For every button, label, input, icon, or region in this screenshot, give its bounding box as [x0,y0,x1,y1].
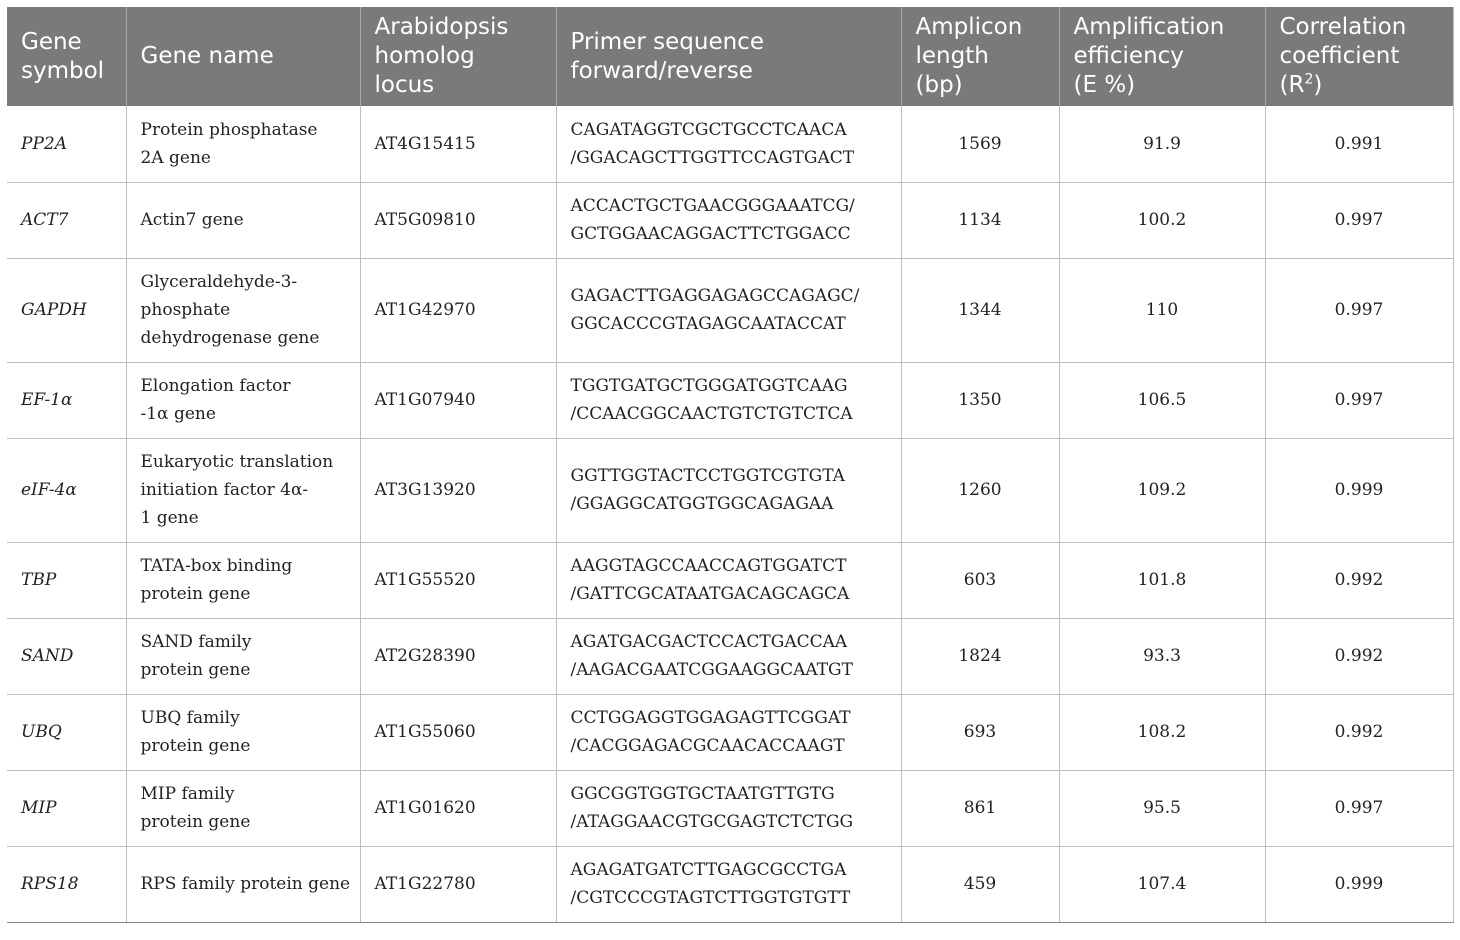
primer-cell: GAGACTTGAGGAGAGCCAGAGC/ GGCACCCGTAGAGCAATACCAT [556,258,901,362]
primer-cell: TGGTGATGCTGGGATGGTCAAG /CCAACGGCAACTGTCTGTCTCA [556,362,901,438]
efficiency-cell: 107.4 [1059,846,1265,922]
gene-name-cell: Glyceraldehyde-3- phosphate dehydrogenase gene [126,258,360,362]
amplicon-length-cell: 459 [901,846,1059,922]
header-gene-symbol: Gene symbol [7,7,126,106]
r2-cell: 0.997 [1265,182,1453,258]
table-row [7,770,1453,846]
gene-name-cell: RPS family protein gene [126,846,360,922]
efficiency-cell: 106.5 [1059,362,1265,438]
gene-symbol-cell: MIP [7,770,126,846]
efficiency-cell: 95.5 [1059,770,1265,846]
primer-cell: CCTGGAGGTGGAGAGTTCGGAT /CACGGAGACGCAACACCAAGT [556,694,901,770]
table-row [7,846,1453,922]
gene-symbol-cell: eIF-4α [7,438,126,542]
gene-symbol-cell: GAPDH [7,258,126,362]
gene-symbol-cell: TBP [7,542,126,618]
r2-cell: 0.992 [1265,618,1453,694]
locus-cell: AT1G01620 [360,770,556,846]
r2-cell: 0.999 [1265,846,1453,922]
primer-cell: GGTTGGTACTCCTGGTCGTGTA /GGAGGCATGGTGGCAGAGAA [556,438,901,542]
gene-symbol-cell: SAND [7,618,126,694]
r2-cell: 0.992 [1265,694,1453,770]
gene-name-cell: Protein phosphatase 2A gene [126,106,360,182]
gene-name-cell: TATA-box binding protein gene [126,542,360,618]
amplicon-length-cell: 693 [901,694,1059,770]
efficiency-cell: 91.9 [1059,106,1265,182]
r2-cell: 0.997 [1265,770,1453,846]
amplicon-length-cell: 1344 [901,258,1059,362]
gene-name-cell: Actin7 gene [126,182,360,258]
primer-cell: GGCGGTGGTGCTAATGTTGTG /ATAGGAACGTGCGAGTCTCTGG [556,770,901,846]
r2-cell: 0.997 [1265,362,1453,438]
locus-cell: AT4G15415 [360,106,556,182]
efficiency-cell: 110 [1059,258,1265,362]
amplicon-length-cell: 861 [901,770,1059,846]
r2-cell: 0.992 [1265,542,1453,618]
primer-cell: AAGGTAGCCAACCAGTGGATCT /GATTCGCATAATGACAGCAGCA [556,542,901,618]
table-row [7,258,1453,362]
amplicon-length-cell: 603 [901,542,1059,618]
gene-symbol-cell: EF-1α [7,362,126,438]
r2-cell: 0.999 [1265,438,1453,542]
amplicon-length-cell: 1350 [901,362,1059,438]
header-amplification-efficiency: Amplification efficiency (E %) [1059,7,1265,106]
locus-cell: AT1G42970 [360,258,556,362]
efficiency-cell: 109.2 [1059,438,1265,542]
efficiency-cell: 108.2 [1059,694,1265,770]
amplicon-length-cell: 1134 [901,182,1059,258]
gene-name-cell: UBQ family protein gene [126,694,360,770]
locus-cell: AT3G13920 [360,438,556,542]
gene-name-cell: MIP family protein gene [126,770,360,846]
gene-symbol-cell: ACT7 [7,182,126,258]
table-row [7,182,1453,258]
r2-cell: 0.991 [1265,106,1453,182]
amplicon-length-cell: 1260 [901,438,1059,542]
primer-cell: ACCACTGCTGAACGGGAAATCG/ GCTGGAACAGGACTTCTGGACC [556,182,901,258]
header-gene-name: Gene name [126,7,360,106]
locus-cell: AT1G22780 [360,846,556,922]
locus-cell: AT5G09810 [360,182,556,258]
gene-name-cell: Elongation factor -1α gene [126,362,360,438]
amplicon-length-cell: 1569 [901,106,1059,182]
header-correlation-coefficient: Correlation coefficient $(R^2)$ [1265,7,1453,106]
locus-cell: AT1G55520 [360,542,556,618]
primer-cell: AGAGATGATCTTGAGCGCCTGA /CGTCCCGTAGTCTTGGTGTGTT [556,846,901,922]
table-row [7,362,1453,438]
gene-symbol-cell: UBQ [7,694,126,770]
efficiency-cell: 100.2 [1059,182,1265,258]
gene-symbol-cell: PP2A [7,106,126,182]
r2-cell: 0.997 [1265,258,1453,362]
gene-name-cell: SAND family protein gene [126,618,360,694]
gene-symbol-cell: RPS18 [7,846,126,922]
primer-cell: AGATGACGACTCCACTGACCAA /AAGACGAATCGGAAGGCAATGT [556,618,901,694]
table-row [7,618,1453,694]
header-primer-sequence: Primer sequence forward/reverse [556,7,901,106]
efficiency-cell: 93.3 [1059,618,1265,694]
table-row [7,438,1453,542]
header-amplicon-length: Amplicon length (bp) [901,7,1059,106]
efficiency-cell: 101.8 [1059,542,1265,618]
table-row [7,106,1453,182]
amplicon-length-cell: 1824 [901,618,1059,694]
gene-table [7,7,1454,923]
header-row [7,7,1453,106]
header-arabidopsis-locus: Arabidopsis homolog locus [360,7,556,106]
locus-cell: AT1G07940 [360,362,556,438]
locus-cell: AT1G55060 [360,694,556,770]
table-row [7,542,1453,618]
primer-cell: CAGATAGGTCGCTGCCTCAACA /GGACAGCTTGGTTCCAGTGACT [556,106,901,182]
locus-cell: AT2G28390 [360,618,556,694]
gene-name-cell: Eukaryotic translation initiation factor 4α- 1 gene [126,438,360,542]
table-row [7,694,1453,770]
